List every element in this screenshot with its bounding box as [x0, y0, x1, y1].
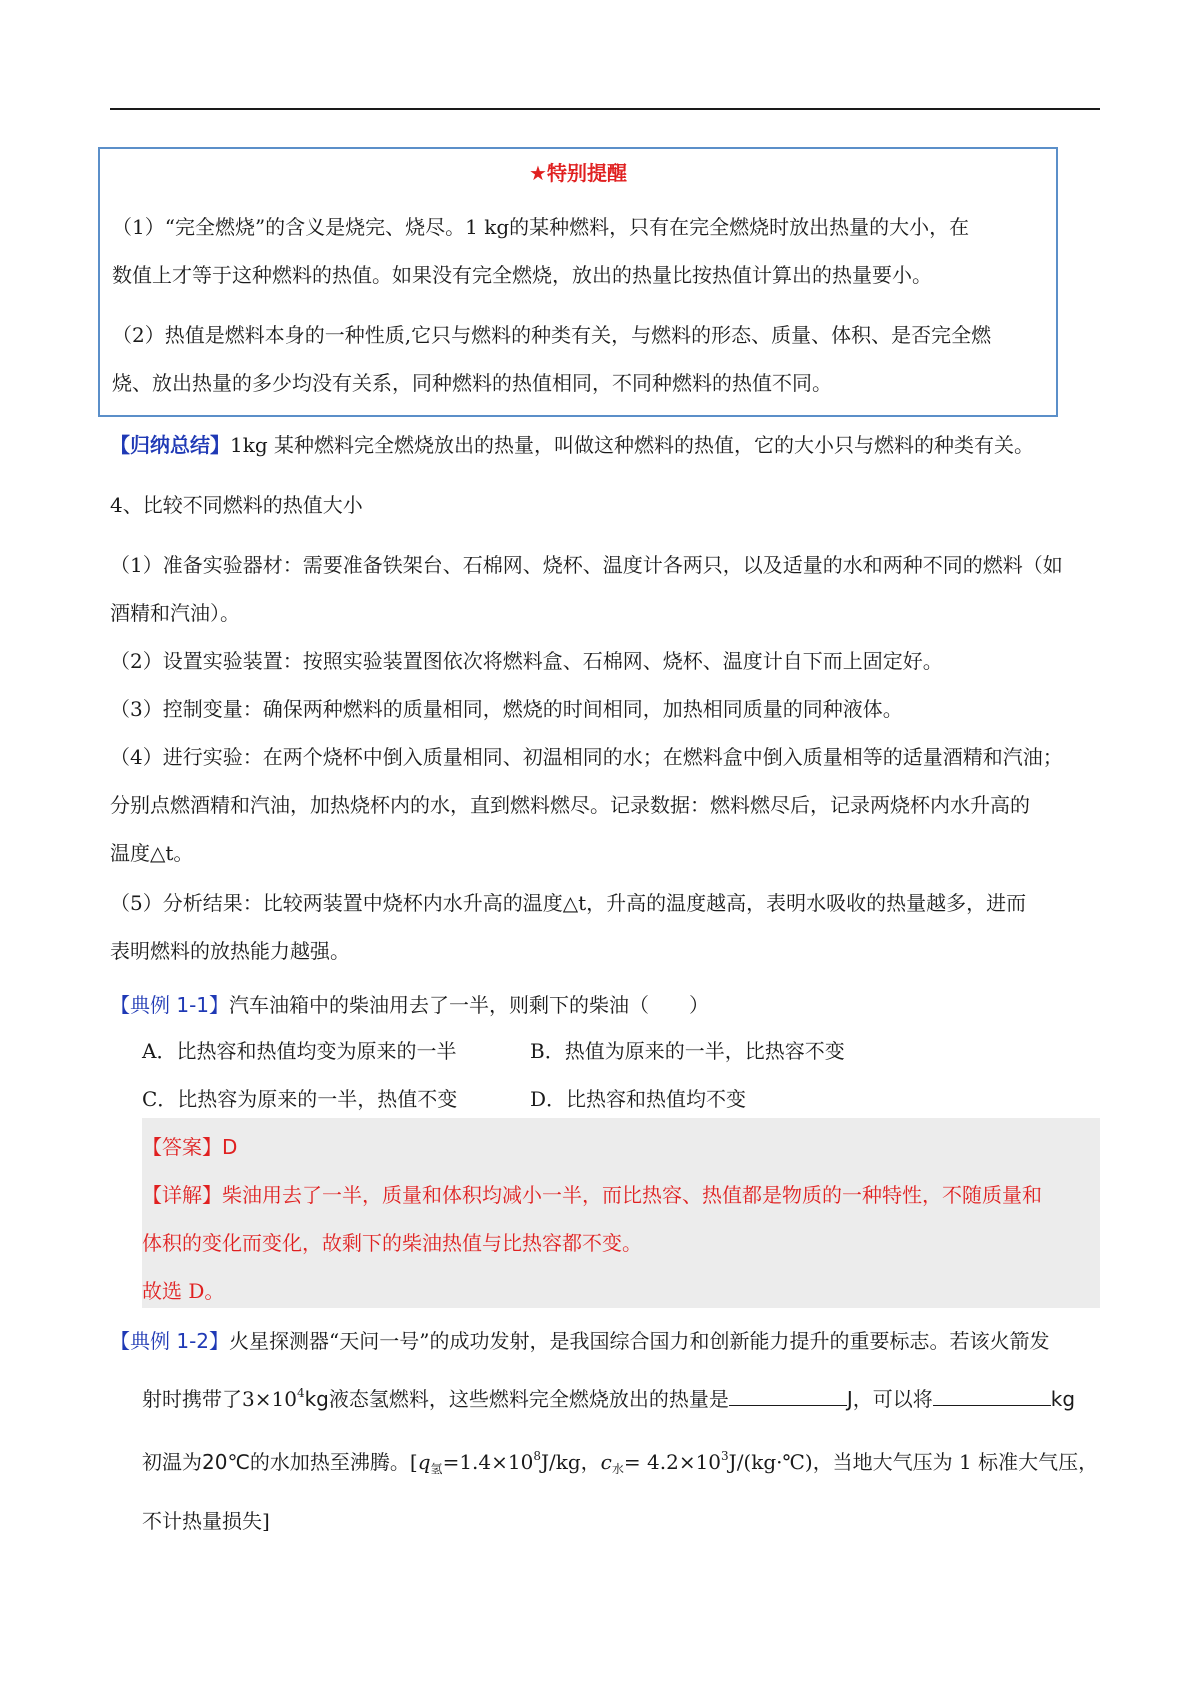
step4-line3: 温度△t。 [110, 841, 194, 865]
option-a: A．比热容和热值均变为原来的一半 [142, 1039, 457, 1063]
answer-label: 【答案】 [142, 1135, 222, 1159]
answer-value: D [222, 1135, 238, 1159]
example2-label: 【典例 1-2】 [110, 1329, 230, 1353]
answer-blank-heat[interactable] [729, 1383, 847, 1406]
fuel-mass: $3\times 10^4kg$ [242, 1386, 329, 1411]
example1-question [110, 990, 709, 1020]
step5-line1: （5）分析结果：比较两装置中烧杯内水升高的温度△t，升高的温度越高，表明水吸收的热量越多，进而 [110, 891, 1027, 915]
header-rule [110, 108, 1100, 110]
step1-line2: 酒精和汽油）。 [110, 601, 240, 625]
example2-line2 [142, 1383, 1075, 1414]
detail-line2: 体积的变化而变化，故剩下的柴油热值与比热容都不变。 [142, 1231, 642, 1255]
reminder-p1-line2: 数值上才等于这种燃料的热值。如果没有完全燃烧，放出的热量比按热值计算出的热量要小。 [112, 263, 932, 287]
conclusion: 故选 D。 [142, 1279, 225, 1303]
water-specific-heat: $c_水=$ $4.2\times 10^3J/(kg\cdot℃)$ [600, 1449, 813, 1476]
option-d: D．比热容和热值均不变 [530, 1087, 747, 1111]
answer-panel [142, 1118, 1100, 1308]
step1-line1: （1）准备实验器材：需要准备铁架台、石棉网、烧杯、温度计各两只，以及适量的水和两种不同的燃料（如 [110, 553, 1063, 577]
detail-label: 【详解】 [142, 1183, 222, 1207]
step4-line1: （4）进行实验：在两个烧杯中倒入质量相同、初温相同的水；在燃料盒中倒入质量相等的适量酒精和汽油； [110, 745, 1063, 769]
example2-line1 [110, 1326, 1049, 1356]
reminder-title: ★特别提醒 [529, 161, 627, 185]
option-b: B．热值为原来的一半，比热容不变 [530, 1039, 845, 1063]
example1-label: 【典例 1-1】 [110, 993, 230, 1017]
example2-text-3c: ，当地大气压为 1 标准大气压， [812, 1450, 1099, 1474]
answer-line [142, 1132, 237, 1162]
example2-text-1: 火星探测器“天问一号”的成功发射，是我国综合国力和创新能力提升的重要标志。若该火箭发 [229, 1329, 1050, 1353]
example2-line3: 初温为20℃的水加热至沸腾。[$q_氢=1.4\times 10^8J/kg$，$c_水=$ $4.2\times 10^3J/(kg\cdot℃)$，当地大气压为 1 标准大气压， [142, 1449, 1099, 1476]
reminder-p1-line1: （1）“完全燃烧”的含义是烧完、烧尽。1 kg的某种燃料，只有在完全燃烧时放出热量的大小，在 [112, 215, 970, 239]
example2-text-3a: 初温为 [142, 1450, 202, 1474]
step4-line2: 分别点燃酒精和汽油，加热烧杯内的水，直到燃料燃尽。记录数据：燃料燃尽后，记录两烧杯内水升高的 [110, 793, 1030, 817]
answer-blank-mass[interactable] [933, 1383, 1051, 1406]
unit-kg: kg [1050, 1387, 1076, 1411]
example2-line4: 不计热量损失] [142, 1509, 270, 1533]
example2-text-2a: 射时携带了 [142, 1387, 242, 1411]
option-c: C．比热容为原来的一半，热值不变 [142, 1087, 458, 1111]
reminder-p2-line1: （2）热值是燃料本身的一种性质,它只与燃料的种类有关，与燃料的形态、质量、体积、是否完全燃 [112, 323, 992, 347]
summary-paragraph [110, 430, 1034, 460]
example2-text-2b: 液态氢燃料，这些燃料完全燃烧放出的热量是 [328, 1387, 729, 1411]
example2-text-3b: 的水加热至沸腾。[ [249, 1450, 418, 1474]
reminder-p2-line2: 烧、放出热量的多少均没有关系，同种燃料的热值相同，不同种燃料的热值不同。 [112, 371, 832, 395]
unit-joule: J，可以将 [846, 1387, 933, 1411]
hydrogen-heat-value: $q_氢=1.4\times 10^8J/kg$ [417, 1449, 581, 1476]
summary-label: 【归纳总结】 [110, 433, 230, 457]
detail-text-1: 柴油用去了一半，质量和体积均减小一半，而比热容、热值都是物质的一种特性，不随质量和 [222, 1183, 1042, 1207]
step3: （3）控制变量：确保两种燃料的质量相同，燃烧的时间相同，加热相同质量的同种液体。 [110, 697, 903, 721]
section4-heading: 4、比较不同燃料的热值大小 [110, 493, 363, 517]
detail-line1 [142, 1180, 1042, 1210]
initial-temp: 20℃ [202, 1450, 250, 1474]
summary-text: 1kg 某种燃料完全燃烧放出的热量，叫做这种燃料的热值，它的大小只与燃料的种类有关。 [230, 433, 1035, 457]
step2: （2）设置实验装置：按照实验装置图依次将燃料盒、石棉网、烧杯、温度计自下而上固定好。 [110, 649, 943, 673]
step5-line2: 表明燃料的放热能力越强。 [110, 939, 350, 963]
example1-question-text: 汽车油箱中的柴油用去了一半，则剩下的柴油（ ） [229, 993, 710, 1017]
